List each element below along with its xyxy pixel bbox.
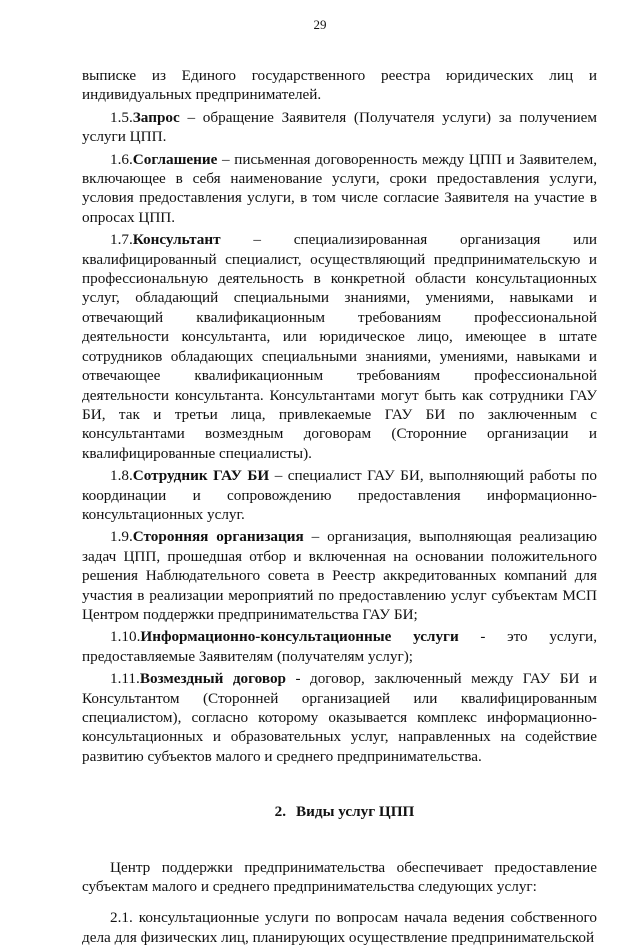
definition-1-9 xyxy=(82,527,597,624)
definition-1-11 xyxy=(82,669,597,766)
definition-term: Возмездный договор xyxy=(139,670,286,688)
definition-number: 1.6. xyxy=(110,150,133,168)
page-number: 29 xyxy=(313,17,327,32)
definition-number: 1.9. xyxy=(110,528,133,546)
definition-text: - это услуги, предоставляемые Заявителям (получателям услуг); xyxy=(82,628,597,665)
section-title: Виды услуг ЦПП xyxy=(296,803,415,821)
definition-text: – специалист ГАУ БИ, выполняющий работы по координации и сопровождению предоставления информационно-консультационных услуг. xyxy=(82,467,597,523)
section-intro: Центр поддержки предпринимательства обеспечивает предоставление субъектам малого и среднего предпринимательства следующих услуг: xyxy=(82,858,597,896)
definition-text: – организация, выполняющая реализацию задач ЦПП, прошедшая отбор и включенная на основании положительного решения Наблюдательного совета в Реестр аккредитованных компаний для участия в реализации мероприятий по предоставлению услуг субъектам МСП Центром поддержки предпринимательства ГАУ БИ; xyxy=(82,528,597,623)
definition-number: 1.10. xyxy=(110,628,141,646)
definition-text: – специализированная организация или квалифицированный специалист, осуществляющий предпринимательскую и профессиональную деятельность в конкретной области консультационных услуг, обладающий специальными знаниями, умениями, навыками и отвечающий квалификационным требованиям профессиональной деятельности консультанта, или юридическое лицо, имеющее в штате сотрудников обладающих специальными знаниями, умениями, навыками и отвечающее квалификационным требованиям профессиональной деятельности консультанта. Консультантами могут быть как сотрудники ГАУ БИ, так и третьи лица, привлекаемые ГАУ БИ по заключенным с консультантами возмездным договорам (Сторонние организации и квалифицированные специалисты). xyxy=(82,231,597,462)
definition-number: 1.7. xyxy=(110,231,133,249)
definition-text: - договор, заключенный между ГАУ БИ и Консультантом (Сторонней организацией или квалифицированным специалистом), согласно которому оказывается комплекс информационно-консультационных и образовательных услуг, направленных на содействие развитию субъектов малого и среднего предпринимательства. xyxy=(82,670,597,765)
definition-text: – обращение Заявителя (Получателя услуги) за получением услуги ЦПП. xyxy=(82,108,597,146)
definition-term: Запрос xyxy=(132,108,180,126)
definition-term: Соглашение xyxy=(132,150,218,168)
definition-term: Информационно-консультационные услуги xyxy=(140,628,459,646)
definition-term: Сотрудник ГАУ БИ xyxy=(132,467,270,485)
definition-term: Сторонняя организация xyxy=(132,528,304,546)
subitem-2-1: 2.1. консультационные услуги по вопросам начала ведения собственного дела для физических лиц, планирующих осуществление предпринимательской xyxy=(82,909,597,946)
definition-1-6 xyxy=(82,150,597,228)
definition-number: 1.5. xyxy=(110,108,133,126)
section-heading xyxy=(82,802,597,821)
definition-1-10 xyxy=(82,627,597,666)
definition-1-7 xyxy=(82,230,597,463)
section-number: 2. xyxy=(274,803,287,821)
page-content xyxy=(82,66,597,947)
definition-number: 1.11. xyxy=(110,670,140,688)
definition-1-8 xyxy=(82,466,597,524)
definition-number: 1.8. xyxy=(110,467,133,485)
definition-text: – письменная договоренность между ЦПП и Заявителем, включающее в себя наименование услуги, сроки предоставления услуги, условия предоставления услуги, в том числе согласие Заявителя на участие в опросах ЦПП. xyxy=(82,150,597,226)
definition-1-5 xyxy=(82,108,597,147)
intro-continuation: выписке из Единого государственного реестра юридических лиц и индивидуальных предпринимателей. xyxy=(82,67,597,104)
definition-term: Консультант xyxy=(132,231,221,249)
